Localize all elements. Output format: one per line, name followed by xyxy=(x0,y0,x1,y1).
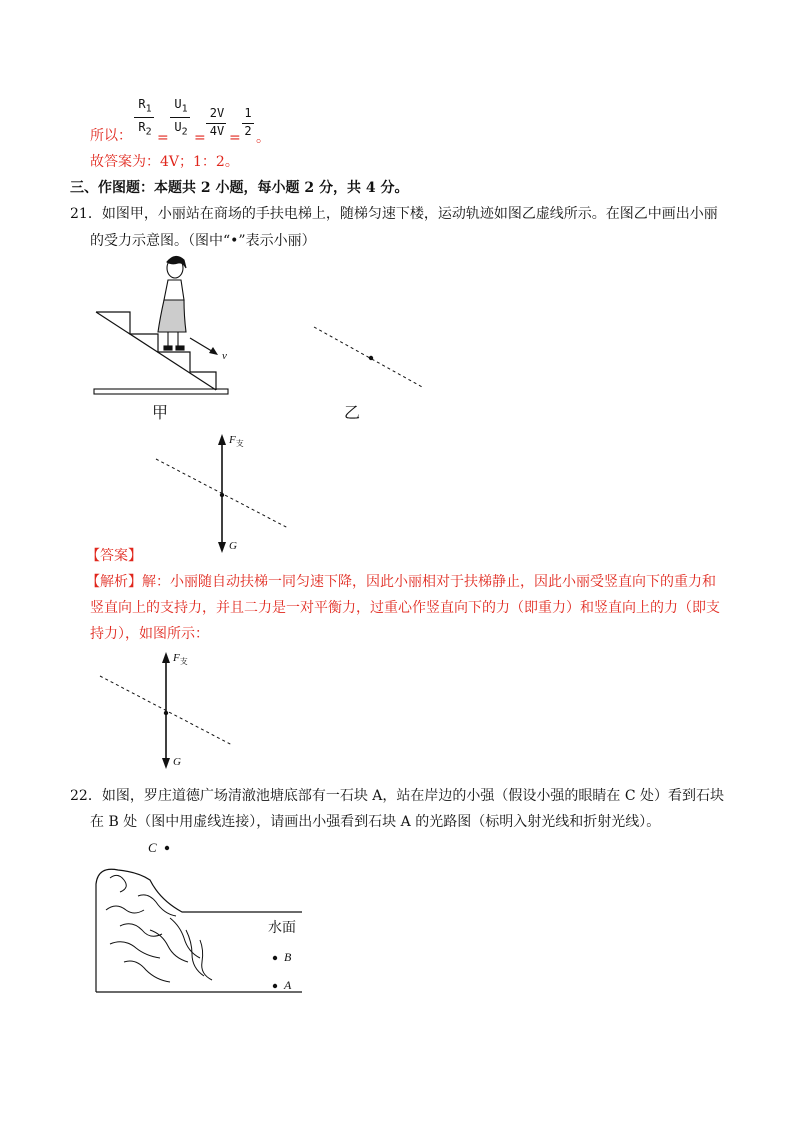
gravity-label: G xyxy=(229,540,237,552)
frac-r2: $R_2$ xyxy=(138,120,152,138)
point-a-label: A xyxy=(284,978,292,992)
frac-2: 2 xyxy=(244,124,252,138)
previous-answer: 故答案为：4V；1：2。 xyxy=(90,154,239,170)
water-surface-label: 水面 xyxy=(268,920,296,936)
formula-end: 。 xyxy=(256,130,270,146)
frac-1: 1 xyxy=(244,106,252,120)
analysis-text-1: 【解析】解：小丽随自动扶梯一同匀速下降，因此小丽相对于扶梯静止，因此小丽受竖直向下的重力和 xyxy=(86,574,716,590)
frac-r1: $R_1$ xyxy=(138,97,152,115)
point-b-label: B xyxy=(284,950,292,964)
q22-text-1: 22．如图，罗庄道德广场清澈池塘底部有一石块 A，站在岸边的小强（假设小强的眼睛在 C 处）看到石块 xyxy=(70,788,724,804)
q22-text-2: 在 B 处（图中用虚线连接），请画出小强看到石块 A 的光路图（标明入射光线和折射光线）。 xyxy=(90,814,661,830)
point-c-label: C xyxy=(148,840,157,855)
analysis-text-2: 竖直向上的支持力，并且二力是一对平衡力，过重心作竖直向下的力（即重力）和竖直向上的力（即支 xyxy=(90,600,720,616)
figure-yi-label: 乙 xyxy=(344,403,361,422)
eq-sign: = xyxy=(157,130,169,146)
answer-tag: 【答案】 xyxy=(86,548,142,564)
q21-text-2: 的受力示意图。（图中“•”表示小丽） xyxy=(90,233,316,249)
gravity-label: G xyxy=(173,756,181,768)
support-force-label: $F_支$ xyxy=(173,652,188,667)
eq-sign: = xyxy=(229,130,241,146)
q21-text-1: 21．如图甲，小丽站在商场的手扶电梯上，随梯匀速下楼，运动轨迹如图乙虚线所示。在图乙中画出小丽 xyxy=(70,206,718,222)
frac-u2: $U_2$ xyxy=(174,120,188,138)
frac-4v: 4V xyxy=(209,124,225,138)
section-heading: 三、作图题：本题共 2 小题，每小题 2 分，共 4 分。 xyxy=(70,180,409,196)
analysis-text-3: 持力），如图所示： xyxy=(90,626,209,642)
eq-sign: = xyxy=(194,130,206,146)
figure-jia-label: 甲 xyxy=(152,403,169,422)
frac-u1: $U_1$ xyxy=(174,97,188,115)
frac-2v: 2V xyxy=(209,106,225,120)
velocity-label: v xyxy=(222,350,227,362)
formula-prefix: 所以： xyxy=(90,128,132,144)
support-force-label: $F_支$ xyxy=(229,434,244,449)
